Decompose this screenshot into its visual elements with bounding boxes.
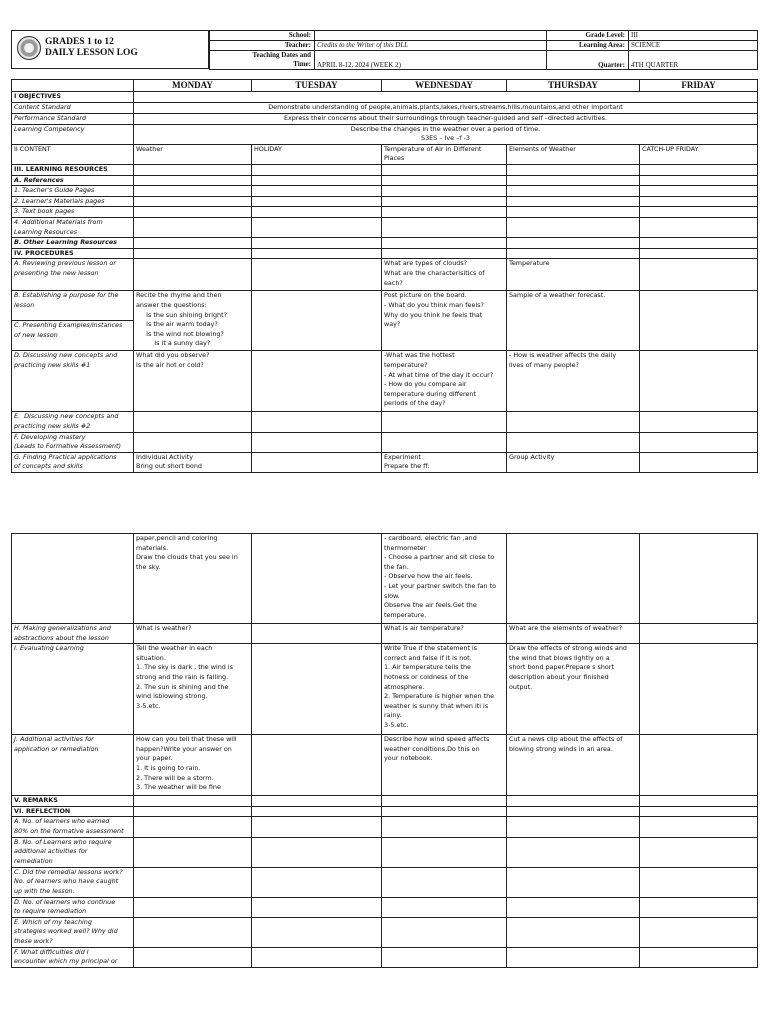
additional-activities-friday <box>640 735 758 796</box>
reviewing-friday <box>640 259 758 291</box>
discussing-2-label: E. Discussing new concepts and practicing new skills #2 <box>12 412 134 432</box>
applications-cont-tuesday <box>252 534 382 624</box>
applications-label: G. Finding Practical applications of concepts and skills <box>12 452 134 472</box>
generalizations-wednesday: What is air temperature? <box>382 624 507 644</box>
day-friday: FRIDAY <box>640 80 758 92</box>
additional-activities-label: J. Additional activities for application or remediation <box>12 735 134 796</box>
header-table <box>209 30 758 70</box>
discussing-1-wednesday: -What was the hottest temperature? - At what time of the day it occur? - How do you compare air temperature during different periods of the day? <box>382 351 507 412</box>
school-value <box>315 31 547 41</box>
content-label: II CONTENT <box>12 144 134 164</box>
applications-cont-label <box>12 534 134 624</box>
teacher-label: Teacher: <box>210 41 315 51</box>
teaching-dates-value: APRIL 8-12, 2024 (WEEK 2) <box>315 51 547 70</box>
teaching-dates-label-2: Time: <box>293 59 311 68</box>
competency-line-1: Describe the changes in the weather over a period of time. <box>350 124 541 133</box>
remarks-header: V. REMARKS <box>12 796 134 807</box>
content-friday: CATCH-UP FRIDAY <box>640 144 758 164</box>
purpose-tuesday <box>252 291 382 351</box>
discussing-1-friday <box>640 351 758 412</box>
competency-code: S3ES – Ive –f -3 <box>421 134 470 143</box>
additional-activities-tuesday <box>252 735 382 796</box>
applications-monday: Individual Activity Bring out short bond <box>134 452 252 472</box>
learners-materials-label: 2. Learner's Materials pages <box>12 196 134 207</box>
learning-area-value: SCIENCE <box>629 41 758 51</box>
reflection-e-label: E. Which of my teaching strategies worked well? Why did these work? <box>12 917 134 947</box>
purpose-thursday: Sample of a weather forecast. <box>507 291 640 351</box>
day-tuesday: TUESDAY <box>252 80 382 92</box>
content-tuesday: HOLIDAY <box>252 144 382 164</box>
reflection-c-label: C. Did the remedial lessons work? No. of learners who have caught up with the lesson. <box>12 867 134 897</box>
reflection-f-label: F. What difficulties did I encounter which my principal or <box>12 947 134 967</box>
additional-activities-wednesday: Describe how wind speed affects weather conditions.Do this on your notebook. <box>382 735 507 796</box>
applications-cont-thursday <box>507 534 640 624</box>
discussing-1-tuesday <box>252 351 382 412</box>
applications-tuesday <box>252 452 382 472</box>
generalizations-monday: What is weather? <box>134 624 252 644</box>
content-wednesday: Temperature of Air in Different Places <box>382 144 507 164</box>
day-thursday: THURSDAY <box>507 80 640 92</box>
content-standard-label: Content Standard <box>12 102 134 113</box>
purpose-monday: Recite the rhyme and then answer the questions: Is the sun shining bright? Is the air warm today? Is the wind not blowing? Is it a sunny day? <box>134 291 252 351</box>
applications-cont-wednesday: - cardboard, electric fan ,and thermometer - Choose a partner and sit close to the fan. - Observe how the air feels. - Let your partner switch the fan to slow. Observe the air feels.Get the temperature. <box>382 534 507 624</box>
title-line-1: GRADES 1 to 12 <box>45 37 114 47</box>
reflection-d-label: D. No. of learners who continue to require remediation <box>12 897 134 917</box>
teachers-guide-label: 1. Teacher's Guide Pages <box>12 186 134 197</box>
discussing-1-label: D. Discussing new concepts and practicing new skills #1 <box>12 351 134 412</box>
corner-cell <box>12 80 134 92</box>
evaluating-thursday: Draw the effects of strong winds and the wind that blows lightly on a short bond paper.Prepare s short description about your finished output. <box>507 644 640 735</box>
quarter-value: 4TH QUARTER <box>629 51 758 70</box>
lesson-table-page1 <box>11 79 758 473</box>
evaluating-wednesday: Write True if the statement is correct and false if it is not. 1. Air temperature tells the hotness or coldness of the atmosphere. 2. Temperature is higher when the weather is sunny that when iti is rainy. 3-5.etc. <box>382 644 507 735</box>
grade-level-value: III <box>629 31 758 41</box>
reviewing-thursday: Temperature <box>507 259 640 291</box>
discussing-1-thursday: - How is weather affects the daily lives of many people? <box>507 351 640 412</box>
deped-seal-icon <box>17 36 41 60</box>
applications-wednesday: Experiment Prepare the ff: <box>382 452 507 472</box>
content-standard-text: Demonstrate understanding of people,animals,plants,lakes,rivers,streams,hills,mountains,and other important <box>134 102 758 113</box>
performance-standard-text: Express their concerns about their surroundings through teacher-guided and self –directed activities. <box>134 113 758 124</box>
additional-activities-thursday: Cut a news clip about the effects of blowing strong winds in an area. <box>507 735 640 796</box>
applications-friday <box>640 452 758 472</box>
reviewing-lesson-label: A. Reviewing previous lesson or presenting the new lesson <box>12 259 134 291</box>
purpose-wednesday: Post picture on the board. - What do you think man feels? Why do you think he feels that way? <box>382 291 507 351</box>
applications-thursday: Group Activity <box>507 452 640 472</box>
discussing-1-monday: What did you observe? Is the air hot or cold? <box>134 351 252 412</box>
reflection-header: VI. REFLECTION <box>12 806 134 817</box>
resources-header: III. LEARNING RESOURCES <box>12 164 134 175</box>
objectives-header: I OBJECTIVES <box>12 92 134 103</box>
title-line-2: DAILY LESSON LOG <box>45 48 138 58</box>
generalizations-thursday: What are the elements of weather? <box>507 624 640 644</box>
reflection-b-label: B. No. of Learners who require additional activities for remediation <box>12 837 134 867</box>
evaluating-label: I. Evaluating Learning <box>12 644 134 735</box>
applications-cont-friday <box>640 534 758 624</box>
presenting-examples-label: C. Presenting Examples/instances of new lesson <box>12 321 134 351</box>
content-monday: Weather <box>134 144 252 164</box>
lesson-table-page2 <box>11 533 758 968</box>
teaching-dates-label <box>210 51 315 70</box>
grade-level-label: Grade Level: <box>547 31 629 41</box>
other-resources-label: B. Other Learning Resources <box>12 238 134 249</box>
reviewing-tuesday <box>252 259 382 291</box>
procedures-header: IV. PROCEDURES <box>12 248 134 259</box>
references-label: A. References <box>12 175 134 186</box>
evaluating-tuesday <box>252 644 382 735</box>
additional-activities-monday: How can you tell that these will happen?Write your answer on your paper. 1. It is going to rain. 2. There will be a storm. 3. The weather will be fine <box>134 735 252 796</box>
generalizations-label: H. Making generalizations and abstractions about the lesson <box>12 624 134 644</box>
learning-area-label: Learning Area: <box>547 41 629 51</box>
day-monday: MONDAY <box>134 80 252 92</box>
reflection-a-label: A. No. of learners who earned 80% on the formative assessment <box>12 817 134 837</box>
purpose-label: B. Establishing a purpose for the lesson <box>12 291 134 321</box>
logo-block <box>11 30 209 69</box>
school-label: School: <box>210 31 315 41</box>
additional-materials-label: 4. Additional Materials from Learning Resources <box>12 217 134 237</box>
content-thursday: Elements of Weather <box>507 144 640 164</box>
reviewing-monday <box>134 259 252 291</box>
evaluating-monday: Tell the weather in each situation. 1. The sky is dark , the wind is strong and the rain is falling. 2. The sun is shining and the wind isblowing strong. 3-5.etc. <box>134 644 252 735</box>
textbook-label: 3. Text book pages <box>12 207 134 218</box>
teacher-value: Credits to the Writer of this DLL <box>315 41 547 51</box>
generalizations-tuesday <box>252 624 382 644</box>
applications-cont-monday: paper,pencil and coloring materials. Draw the clouds that you see in the sky. <box>134 534 252 624</box>
reviewing-wednesday: What are types of clouds? What are the characterisitics of each? <box>382 259 507 291</box>
teaching-dates-label-1: Teaching Dates and <box>252 51 311 59</box>
competency-text <box>134 124 758 144</box>
performance-standard-label: Performance Standard <box>12 113 134 124</box>
day-wednesday: WEDNESDAY <box>382 80 507 92</box>
mastery-label: F. Developing mastery (Leads to Formative Assessment) <box>12 432 134 452</box>
competency-label: Learning Competency <box>12 124 134 144</box>
purpose-friday <box>640 291 758 351</box>
generalizations-friday <box>640 624 758 644</box>
quarter-label: Quarter: <box>547 51 629 70</box>
evaluating-friday <box>640 644 758 735</box>
